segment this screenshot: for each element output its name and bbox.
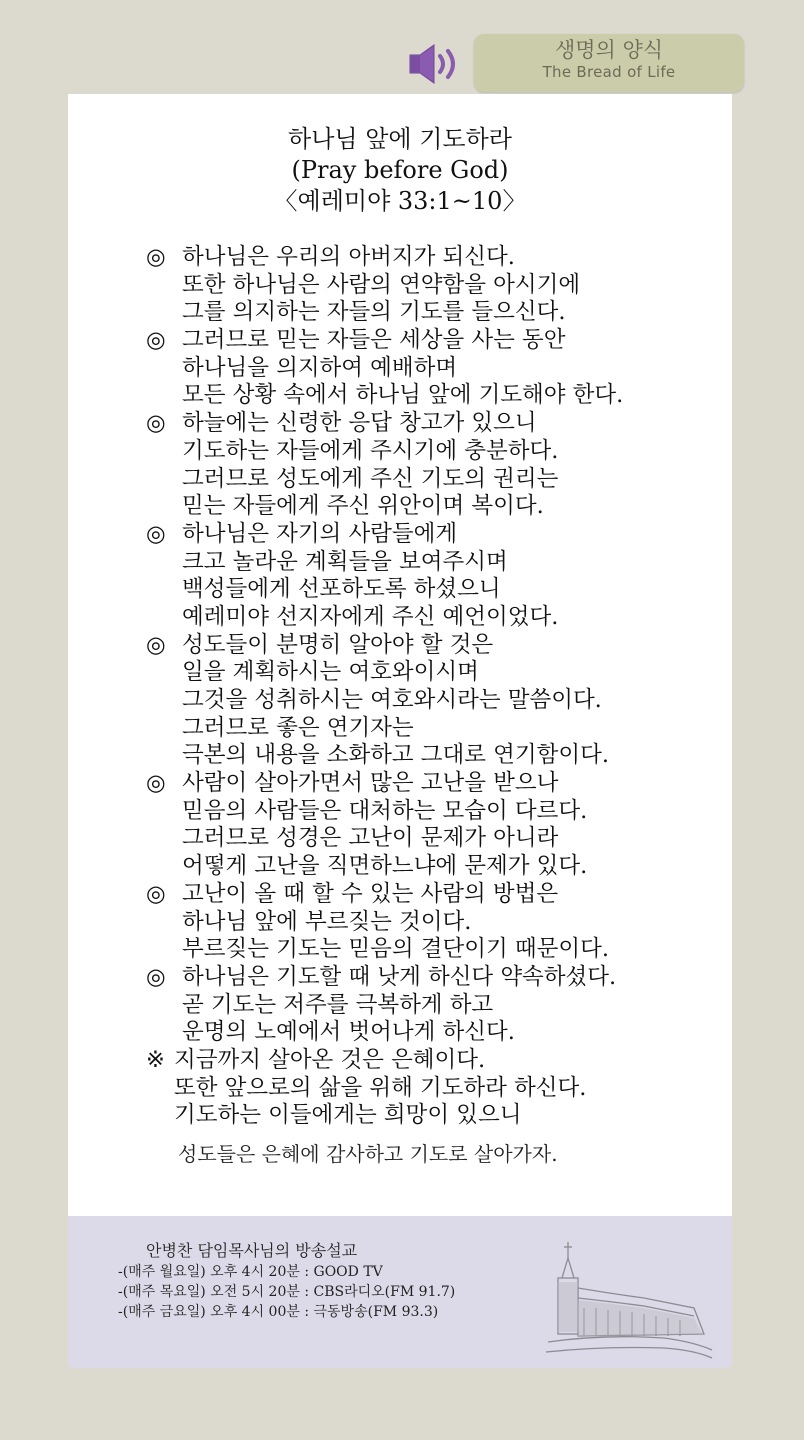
body-line-text: 백성들에게 선포하도록 하셨으니 <box>182 576 501 603</box>
body-line-text: 일을 계획하시는 여호와이시며 <box>182 659 479 686</box>
body-line-text: 하나님은 자기의 사람들에게 <box>182 520 458 547</box>
body-line-text: 어떻게 고난을 직면하느냐에 문제가 있다. <box>182 853 588 880</box>
body-line <box>146 1075 726 1103</box>
body-line <box>146 770 726 798</box>
body-line <box>146 881 726 909</box>
body-line-text: 하나님은 기도할 때 낫게 하신다 약속하셨다. <box>182 963 617 990</box>
body-line <box>146 576 726 604</box>
schedule-item: -(매주 목요일) 오전 5시 20분 : CBS라디오(FM 91.7) <box>118 1284 456 1300</box>
broadcast-footer <box>68 1216 732 1368</box>
body-line-text: 믿음의 사람들은 대처하는 모습이 다르다. <box>182 797 588 824</box>
body-line-text: 하나님을 의지하여 예배하며 <box>182 354 458 381</box>
body-line <box>146 438 726 466</box>
body-line <box>146 964 726 992</box>
body-line <box>146 521 726 549</box>
body-line-text: 하나님 앞에 부르짖는 것이다. <box>182 908 472 935</box>
bullet-mark: ◎ <box>146 327 166 354</box>
body-line-text: 또한 앞으로의 삶을 위해 기도하라 하신다. <box>174 1074 587 1101</box>
body-line <box>146 687 726 715</box>
sermon-card <box>68 94 732 1216</box>
schedule-item: -(매주 금요일) 오후 4시 00분 : 극동방송(FM 93.3) <box>118 1304 439 1320</box>
bullet-mark: ◎ <box>146 963 166 990</box>
body-line <box>146 355 726 383</box>
bullet-mark: ◎ <box>146 631 166 658</box>
body-line-text: 지금까지 살아온 것은 은혜이다. <box>174 1046 486 1073</box>
body-line-text: 그러므로 성경은 고난이 문제가 아니라 <box>182 825 559 852</box>
body-line-text: 부르짖는 기도는 믿음의 결단이기 때문이다. <box>182 936 609 963</box>
body-line-text: 예레미야 선지자에게 주신 예언이었다. <box>182 603 559 630</box>
body-line-text: 그를 의지하는 자들의 기도를 들으신다. <box>182 299 566 326</box>
bullet-mark: ◎ <box>146 520 166 547</box>
body-line <box>146 327 726 355</box>
body-line-text: 운명의 노예에서 벗어나게 하신다. <box>182 1019 515 1046</box>
note-mark: ※ <box>146 1046 165 1073</box>
body-line-text: 그러므로 성도에게 주신 기도의 권리는 <box>182 465 559 492</box>
body-line-text: 모든 상황 속에서 하나님 앞에 기도해야 한다. <box>182 382 624 409</box>
body-line-text: 그러므로 좋은 연기자는 <box>182 714 414 741</box>
body-line-text: 곧 기도는 저주를 극복하게 하고 <box>182 991 494 1018</box>
body-line-text: 기도하는 이들에게는 희망이 있으니 <box>174 1102 522 1129</box>
body-line <box>146 659 726 687</box>
body-line <box>146 1102 726 1130</box>
sermon-title: 하나님 앞에 기도하라 <box>288 125 512 153</box>
bullet-mark: ◎ <box>146 410 166 437</box>
body-line <box>146 632 726 660</box>
bullet-mark: ◎ <box>146 880 166 907</box>
body-line-text: 그러므로 믿는 자들은 세상을 사는 동안 <box>182 327 566 354</box>
body-line-text: 믿는 자들에게 주신 위안이며 복이다. <box>182 493 544 520</box>
body-line <box>146 715 726 743</box>
body-line <box>146 493 726 521</box>
bullet-mark: ◎ <box>146 244 166 270</box>
body-line <box>146 466 726 494</box>
body-line <box>146 549 726 577</box>
broadcast-heading: 안병찬 담임목사님의 방송설교 <box>146 1241 358 1260</box>
body-line-text: 하나님은 우리의 아버지가 되신다. <box>182 244 515 270</box>
body-line-text: 기도하는 자들에게 주시기에 충분하다. <box>182 437 559 464</box>
badge-subtitle: The Bread of Life <box>542 63 676 81</box>
speaker-icon[interactable] <box>406 42 470 86</box>
body-line <box>146 798 726 826</box>
body-line <box>146 936 726 964</box>
body-line-text: 성도들이 분명히 알아야 할 것은 <box>182 631 494 658</box>
schedule-item: -(매주 월요일) 오후 4시 20분 : GOOD TV <box>118 1264 383 1280</box>
closing-line: 성도들은 은혜에 감사하고 기도로 살아가자. <box>178 1142 558 1166</box>
body-line <box>146 604 726 632</box>
body-line-text: 크고 놀라운 계획들을 보여주시며 <box>182 548 508 575</box>
body-line <box>146 742 726 770</box>
broadcast-schedule <box>118 1262 455 1322</box>
body-line <box>146 825 726 853</box>
badge-title: 생명의 양식 <box>554 38 664 62</box>
body-line <box>146 1047 726 1075</box>
body-line <box>146 244 726 272</box>
sermon-title-english: (Pray before God) <box>291 156 509 184</box>
body-line <box>146 992 726 1020</box>
body-line-text: 극본의 내용을 소화하고 그대로 연기함이다. <box>182 742 609 769</box>
body-line <box>146 1019 726 1047</box>
body-line-text: 하늘에는 신령한 응답 창고가 있으니 <box>182 410 537 437</box>
bread-of-life-badge <box>474 34 744 92</box>
sermon-body <box>146 244 726 1130</box>
bullet-mark: ◎ <box>146 770 166 797</box>
body-line <box>146 410 726 438</box>
scripture-reference: 〈예레미야 33:1~10〉 <box>273 187 527 215</box>
body-line-text: 고난이 올 때 할 수 있는 사람의 방법은 <box>182 880 559 907</box>
body-line <box>146 299 726 327</box>
body-line <box>146 853 726 881</box>
body-line <box>146 272 726 300</box>
body-line <box>146 909 726 937</box>
body-line-text: 또한 하나님은 사람의 연약함을 아시기에 <box>182 271 581 298</box>
body-line-text: 사람이 살아가면서 많은 고난을 받으나 <box>182 770 559 797</box>
church-building-illustration <box>544 1238 714 1362</box>
body-line <box>146 382 726 410</box>
body-line-text: 그것을 성취하시는 여호와시라는 말씀이다. <box>182 687 602 713</box>
sermon-title-block <box>68 124 732 217</box>
